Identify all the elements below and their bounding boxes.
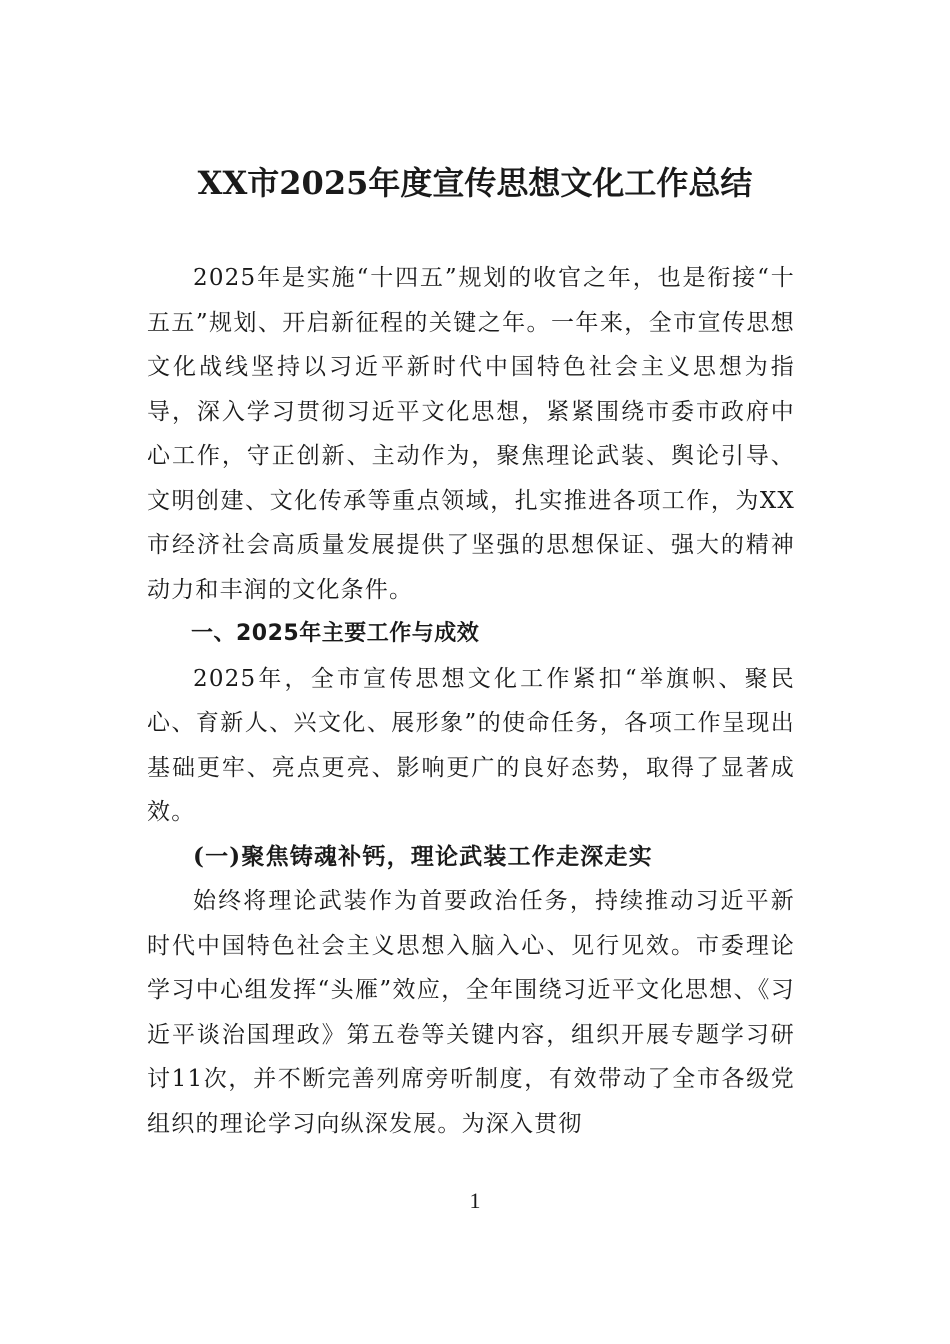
section-paragraph: 2025年，全市宣传思想文化工作紧扣“举旗帜、聚民心、育新人、兴文化、展形象”的使命任务，各项工作呈现出基础更牢、亮点更亮、影响更广的良好态势，取得了显著成效。 [147,665,795,825]
document-title: XX市2025年度宣传思想文化工作总结 [197,164,753,202]
document-body [147,256,795,1146]
page-number: 1 [469,1188,481,1213]
section-heading: 一、2025年主要工作与成效 [191,621,480,646]
intro-paragraph: 2025年是实施“十四五”规划的收官之年，也是衔接“十五五”规划、开启新征程的关键之年。一年来，全市宣传思想文化战线坚持以习近平新时代中国特色社会主义思想为指导，深入学习贯彻习近平文化思想，紧紧围绕市委市政府中心工作，守正创新、主动作为，聚焦理论武装、舆论引导、文明创建、文化传承等重点领域，扎实推进各项工作，为XX市经济社会高质量发展提供了坚强的思想保证、强大的精神动力和丰润的文化条件。 [147,265,795,603]
subsection-paragraph: 始终将理论武装作为首要政治任务，持续推动习近平新时代中国特色社会主义思想入脑入心、见行见效。市委理论学习中心组发挥“头雁”效应，全年围绕习近平文化思想、《习近平谈治国理政》第五卷等关键内容，组织开展专题学习研讨11次，并不断完善列席旁听制度，有效带动了全市各级党组织的理论学习向纵深发展。为深入贯彻 [147,888,795,1137]
subsection-heading: (一)聚焦铸魂补钙，理论武装工作走深走实 [193,842,653,870]
